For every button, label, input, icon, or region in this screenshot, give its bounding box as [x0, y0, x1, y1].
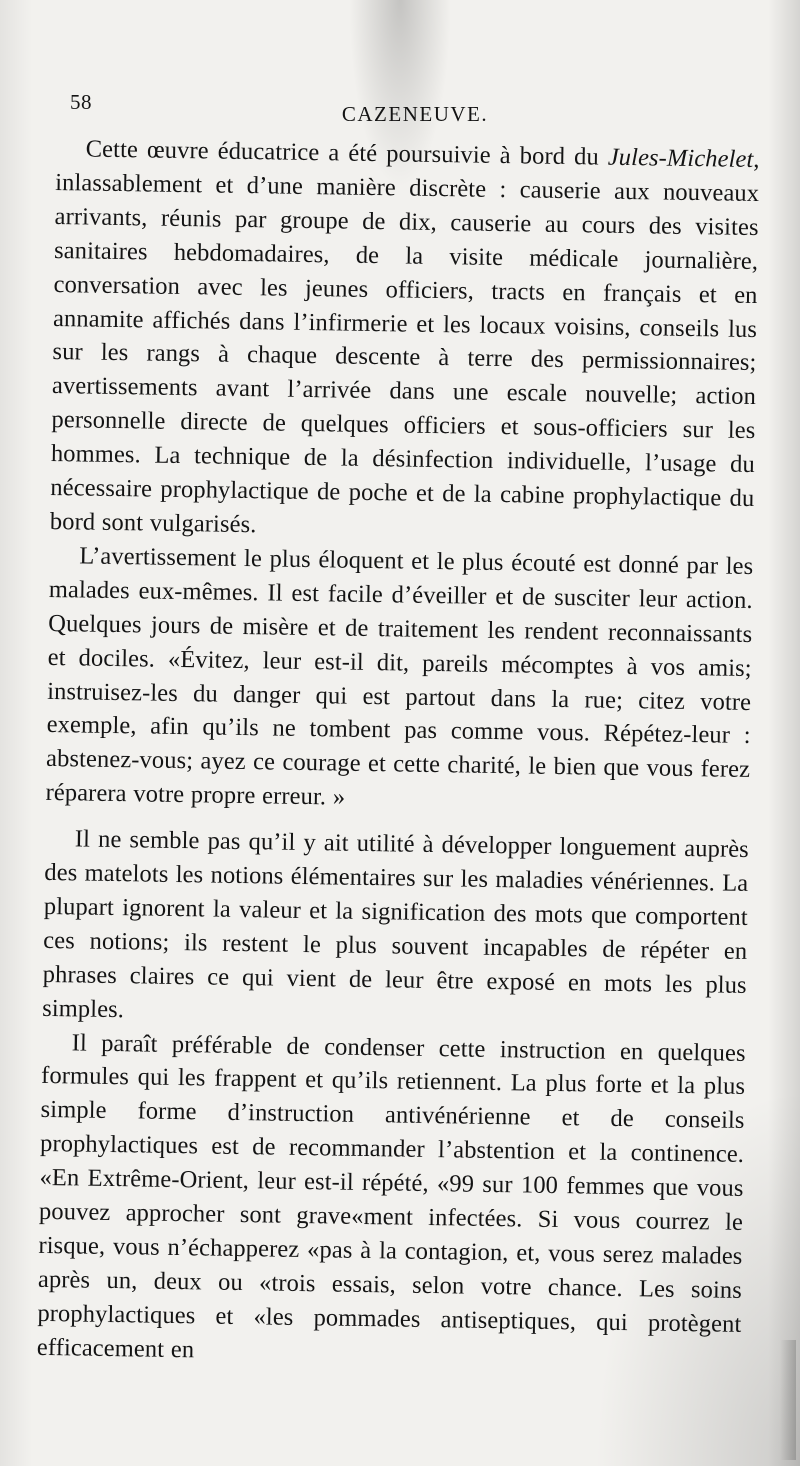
running-head: CAZENEUVE.	[341, 102, 489, 126]
page-number: 58	[70, 90, 92, 114]
page-header	[70, 90, 760, 124]
paragraph-1: Cette œuvre éducatrice a été poursuivie à bord du Jules-Michelet, inlassablement et d’une manière discrète : causerie aux nouveaux arrivants, réunis par groupe de dix, causerie au cours des visites sanitaires hebdomadaires, de la visite médicale journalière, conversation avec les jeunes officiers, tracts en français et en annamite affichés dans l’infirmerie et les locaux voisins, conseils lus sur les rangs à chaque descente à terre des permissionnaires; avertissements avant l’arrivée dans une escale nouvelle; action personnelle directe de quelques officiers et sous-officiers sur les hommes. La technique de la désinfection individuelle, l’usage du nécessaire prophylactique de poche et de la cabine prophylactique du bord sont vulgarisés.	[49, 135, 760, 539]
ship-name: Jules-Michelet	[607, 143, 754, 173]
body-text	[37, 132, 760, 1376]
paragraph-4: Il paraît préférable de condenser cette instruction en quelques formules qui les frappent et qu’ils retiennent. La plus forte et la plus simple forme d’instruction antivénérienne et de conseils prophylactiques est de recommander l’abstention et la continence. «En Extrême-Orient, leur est-il répété, «99 sur 100 femmes que vous pouvez approcher sont grave«ment infectées. Si vous courrez le risque, vous n’échapperez «pas à la contagion, et, vous serez malades après un, deux ou «trois essais, selon votre chance. Les soins prophylactiques et «les pommades antiseptiques, qui protègent efficacement en	[36, 1028, 746, 1364]
page-edge-shadow	[780, 1340, 796, 1460]
paragraph-3: Il ne semble pas qu’il y ait utilité à développer longuement auprès des matelots les notions élémentaires sur les maladies vénériennes. La plupart ignorent la valeur et la signification des mots que comportent ces notions; ils restent le plus souvent incapables de répéter en phrases claires ce qui vient de leur être exposé en mots les plus simples.	[42, 825, 750, 1023]
paragraph-2: L’avertissement le plus éloquent et le plus écouté est donné par les malades eux-mêmes. Il est facile d’éveiller et de susciter leur action. Quelques jours de misère et de traitement les rendent reconnaissants et dociles. «Évitez, leur est-il dit, pareils mécomptes à vos amis; instruisez-les du danger qui est partout dans la rue; citez votre exemple, afin qu’ils ne tombent pas comme vous. Répétez-leur : abstenez-vous; ayez ce courage et cette charité, le bien que vous ferez réparera votre propre erreur. »	[45, 542, 754, 811]
